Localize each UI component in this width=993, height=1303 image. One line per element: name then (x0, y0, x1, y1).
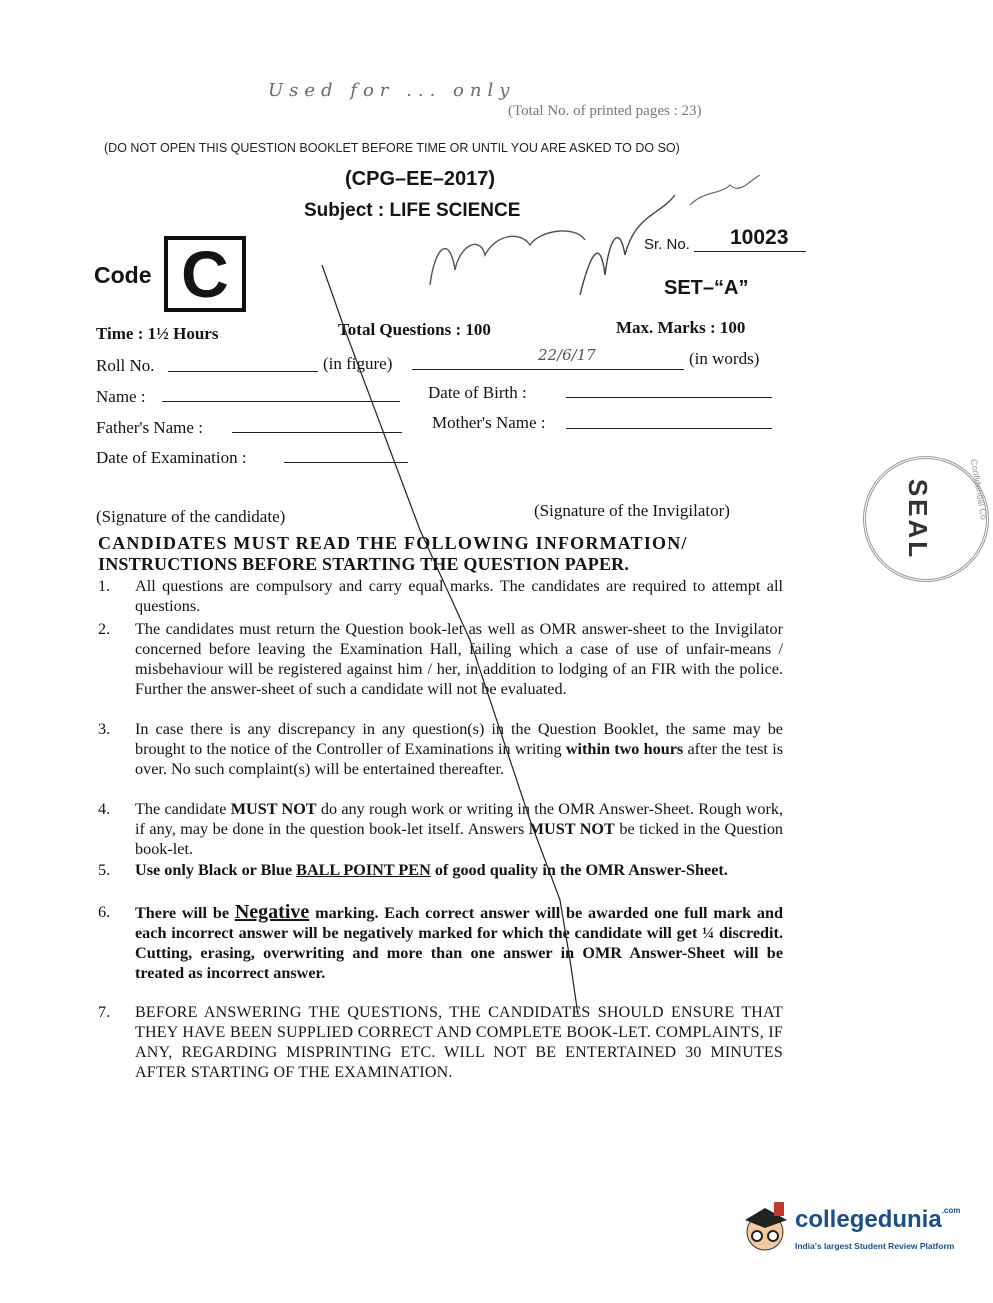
seal-text: SEAL (903, 478, 934, 561)
logo-tagline: India's largest Student Review Platform (795, 1241, 955, 1251)
mother-name-label: Mother's Name : (432, 413, 546, 432)
father-name-label: Father's Name : (96, 418, 203, 437)
seal-ring-text: Confidential Co (968, 458, 990, 521)
time-info: Time : 1½ Hours (96, 324, 219, 343)
instruction-item (98, 860, 783, 900)
invigilator-signature: (Signature of the Invigilator) (534, 501, 730, 520)
handwritten-date: 22/6/17 (538, 346, 596, 364)
exam-date-label: Date of Examination : (96, 448, 247, 467)
code-label: Code (94, 262, 152, 288)
instruction-number: 4. (98, 800, 111, 818)
instruction-text: The candidates must return the Question book-let as well as OMR answer-sheet to the Invigilator concerned before leaving the Examination Hall, failing which a case of use of unfair-means / misbehaviour will be registered against him / her, in addition to lodging of an FIR with the police. Further the answer-sheet of such a candidate will not be evaluated. (135, 620, 783, 698)
in-words-label: (in words) (689, 349, 760, 368)
printed-pages: (Total No. of printed pages : 23) (508, 103, 702, 119)
set-label: SET–“A” (664, 277, 749, 299)
instruction-item (98, 1003, 783, 1103)
name-label: Name : (96, 387, 146, 406)
roll-no-label: Roll No. (96, 356, 155, 375)
subject-title: Subject : LIFE SCIENCE (304, 200, 521, 221)
dob-label: Date of Birth : (428, 383, 527, 402)
name-field[interactable] (162, 401, 400, 402)
instruction-number: 7. (98, 1004, 111, 1021)
instruction-text: BEFORE ANSWERING THE QUESTIONS, THE CANDIDATES SHOULD ENSURE THAT THEY HAVE BEEN SUPPLIED CORRECT AND COMPLETE BOOK-LET. COMPLAINTS, IF ANY, REGARDING MISPRINTING ETC. WILL NOT BE ENTERTAINED 30 MINUTES AFTER STARTING OF THE EXAMINATION. (135, 1004, 783, 1081)
seal-stamp (863, 456, 993, 586)
father-name-field[interactable] (232, 432, 402, 433)
mascot-icon (737, 1198, 793, 1262)
instructions-heading-line-2: INSTRUCTIONS BEFORE STARTING THE QUESTION PAPER. (98, 554, 630, 574)
instruction-item (98, 799, 783, 859)
logo-wordmark: collegedunia$^{.com}$ (795, 1206, 961, 1233)
instruction-text: Use only Black or Blue BALL POINT PEN of good quality in the OMR Answer-Sheet. (135, 861, 728, 879)
instructions-heading (98, 533, 778, 575)
instruction-text: In case there is any discrepancy in any question(s) in the Question Booklet, the same may be brought to the notice of the Controller of Examinations in writing within two hours after the test is over. No such complaint(s) will be entertained thereafter. (135, 720, 783, 778)
instruction-text: All questions are compulsory and carry equal marks. The candidates are required to attempt all questions. (135, 577, 783, 615)
max-marks: Max. Marks : 100 (616, 318, 746, 337)
instruction-item (98, 576, 783, 618)
warning-text: (DO NOT OPEN THIS QUESTION BOOKLET BEFORE TIME OR UNTIL YOU ARE ASKED TO DO SO) (104, 141, 680, 155)
instructions-heading-line-1: CANDIDATES MUST READ THE FOLLOWING INFORMATION/ (98, 533, 688, 553)
roll-no-words-field[interactable] (412, 369, 684, 370)
instruction-number: 1. (98, 577, 111, 595)
handwritten-signatures (410, 175, 780, 315)
dob-field[interactable] (566, 397, 772, 398)
instruction-number: 3. (98, 720, 111, 738)
instruction-text: The candidate MUST NOT do any rough work or writing in the OMR Answer-Sheet. Rough work, if any, may be done in the question book-let itself. Answers MUST NOT be ticked in the Question book-let. (135, 800, 784, 858)
code-letter-box: C (164, 236, 246, 312)
roll-no-figure-field[interactable] (168, 371, 318, 372)
serial-label: Sr. No. (644, 236, 690, 253)
collegedunia-logo[interactable] (737, 1198, 977, 1268)
instruction-number: 6. (98, 903, 111, 921)
serial-number: 10023 (730, 226, 789, 249)
instruction-number: 5. (98, 861, 111, 879)
instruction-text: There will be Negative marking. Each correct answer will be awarded one full mark and each incorrect answer will be negatively marked for which the candidate will get ¼ discredit. Cutting, erasing, overwriting and more than one answer in OMR Answer-Sheet will be treated as incorrect answer. (135, 901, 784, 982)
instruction-item (98, 619, 783, 719)
instruction-item (98, 719, 783, 799)
total-questions: Total Questions : 100 (338, 320, 491, 339)
exam-code: (CPG–EE–2017) (345, 168, 496, 190)
exam-date-field[interactable] (284, 462, 408, 463)
instruction-number: 2. (98, 620, 111, 638)
mother-name-field[interactable] (566, 428, 772, 429)
instruction-item (98, 902, 783, 1002)
handwritten-note: Used for ... only (268, 80, 516, 101)
in-figure-label: (in figure) (323, 354, 393, 373)
candidate-signature: (Signature of the candidate) (96, 507, 286, 526)
